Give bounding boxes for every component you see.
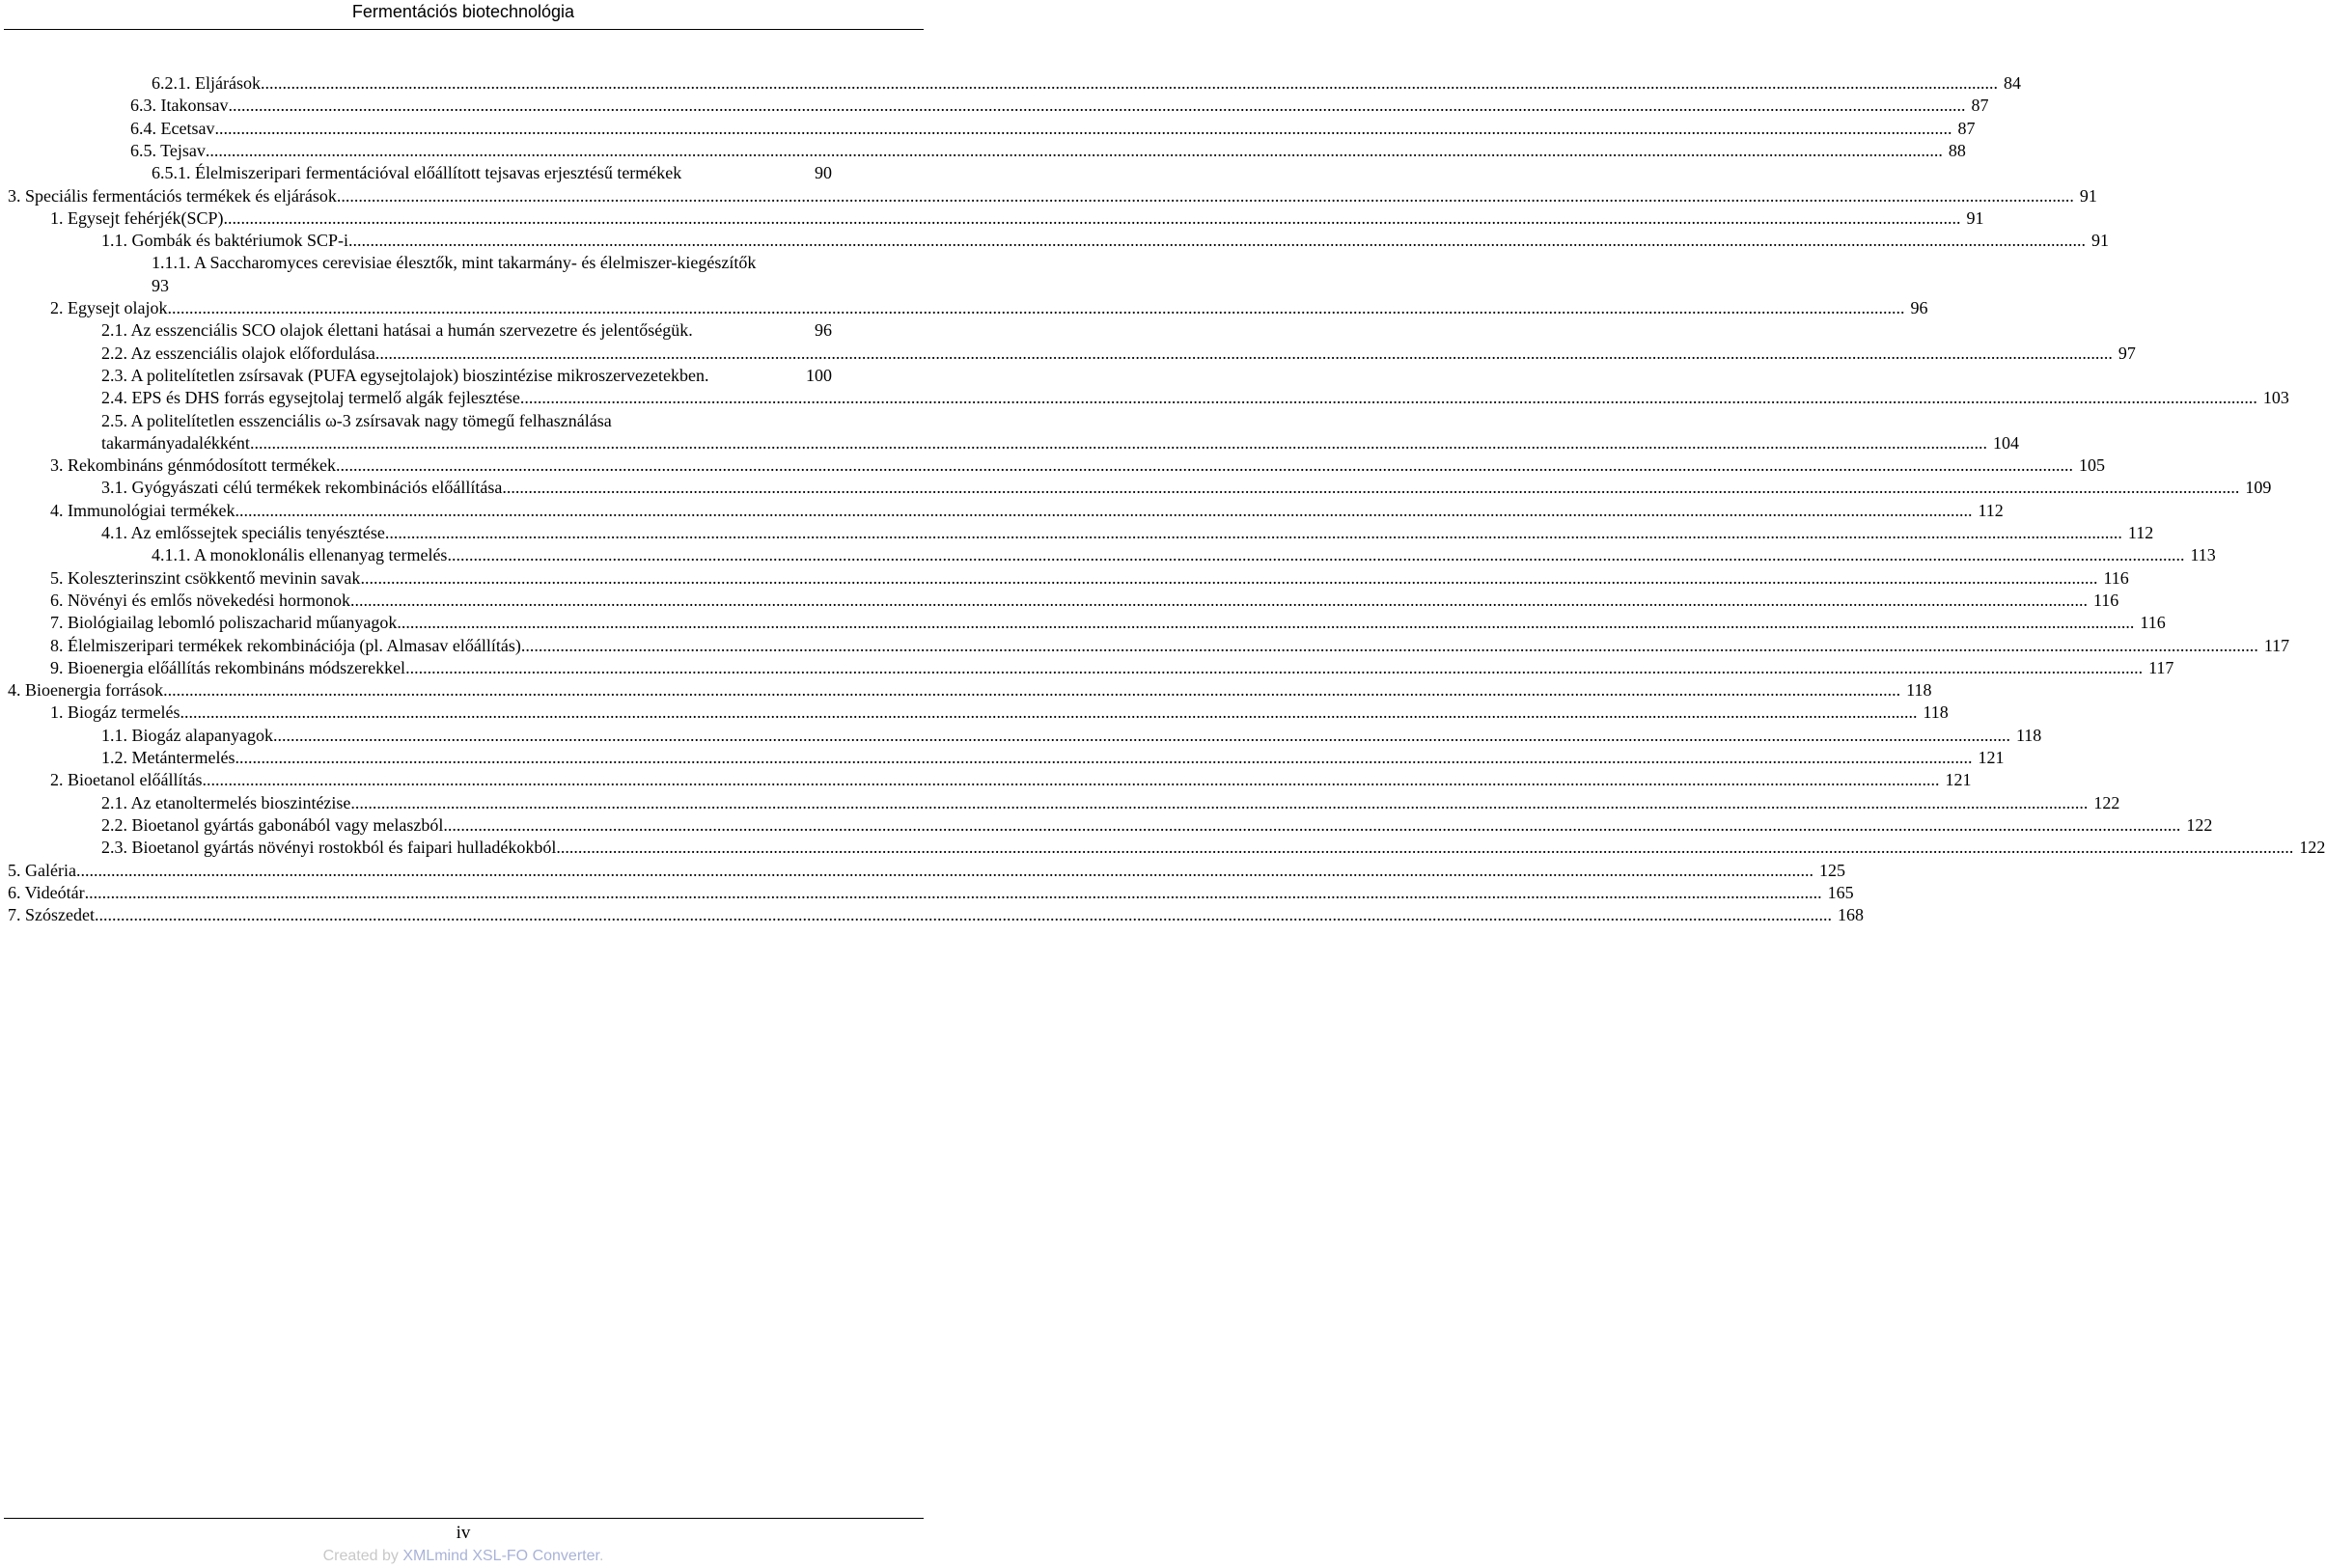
toc-entry[interactable] [0, 768, 1972, 791]
creator-brand: XMLmind XSL-FO Converter [402, 1548, 599, 1564]
page-number: iv [456, 1523, 471, 1543]
toc-entry-title: 2.2. Az esszenciális olajok előfordulása [101, 343, 375, 363]
toc-entry-title: 1.1. Gombák és baktériumok SCP-i [101, 231, 348, 251]
toc-entry[interactable] [0, 476, 2272, 499]
toc-entry[interactable] [0, 566, 2129, 590]
toc-leader-dots: ................................................................................................................................................................................................................................................................................................................................................................................................................ [397, 613, 2135, 633]
toc-entry[interactable] [0, 229, 2109, 252]
toc-leader-dots: ................................................................................................................................................................................................................................................................................................................................................................................................................ [447, 545, 2185, 565]
toc-entry-page: 116 [2092, 590, 2119, 610]
toc-entry-page: 116 [2103, 567, 2129, 588]
toc-leader-dots: ................................................................................................................................................................................................................................................................................................................................................................................................................ [249, 432, 1987, 453]
toc-entry-title-continued: takarmányadalékként [101, 432, 250, 453]
toc-entry-title: 6. Videótár [8, 882, 85, 902]
toc-entry-page: 109 [2245, 478, 2272, 498]
toc-leader-dots: ................................................................................................................................................................................................................................................................................................................................................................................................................ [260, 73, 1998, 93]
toc-entry-title: 8. Élelmiszeripari termékek rekombinációja (pl. Almasav előállítás) [50, 635, 521, 655]
toc-entry[interactable] [0, 611, 2166, 634]
creator-credit [0, 1547, 927, 1566]
toc-leader-dots: ................................................................................................................................................................................................................................................................................................................................................................................................................ [180, 702, 1918, 723]
toc-entry-title: 6.5. Tejsav [130, 140, 206, 160]
toc-leader-dots: ................................................................................................................................................................................................................................................................................................................................................................................................................ [336, 185, 2074, 206]
toc-leader-dots: ................................................................................................................................................................................................................................................................................................................................................................................................................ [335, 455, 2073, 476]
toc-entry-title: 6. Növényi és emlős növekedési hormonok [50, 590, 350, 610]
header-title: Fermentációs biotechnológia [351, 2, 575, 21]
toc-entry-title: 2.2. Bioetanol gyártás gabonából vagy melaszból [101, 814, 444, 835]
toc-entry-page: 91 [1966, 207, 1984, 228]
toc-leader-dots: ................................................................................................................................................................................................................................................................................................................................................................................................................ [167, 298, 1905, 317]
toc-entry-title: 9. Bioenergia előállítás rekombináns módszerekkel [50, 657, 406, 677]
toc-entry-page: 103 [2262, 388, 2289, 408]
toc-entry[interactable] [0, 386, 2289, 409]
toc-entry[interactable] [0, 206, 1984, 230]
toc-entry-title: 4. Bioenergia források [8, 680, 164, 701]
toc-entry[interactable] [0, 251, 927, 274]
toc-entry-page: 168 [1837, 905, 1864, 925]
toc-entry-title: 3.1. Gyógyászati célú termékek rekombinációs előállítása [101, 478, 503, 498]
toc-entry-title: 2.1. Az etanoltermelés bioszintézise [101, 792, 351, 812]
toc-entry-title: 2.3. Bioetanol gyártás növényi rostokból és faipari hulladékokból [101, 838, 557, 858]
toc-entry[interactable] [0, 543, 2216, 566]
toc-leader-dots: ................................................................................................................................................................................................................................................................................................................................................................................................................ [520, 635, 2258, 655]
toc-entry-page: 117 [2263, 635, 2290, 655]
toc-leader-dots: ................................................................................................................................................................................................................................................................................................................................................................................................................ [94, 905, 1832, 925]
toc-entry-page: 100 [806, 365, 832, 385]
toc-entry-page: 112 [2127, 523, 2154, 542]
toc-entry-title: 3. Rekombináns génmódosított termékek [50, 455, 336, 476]
toc-entry[interactable] [0, 589, 2119, 612]
toc-entry[interactable] [0, 678, 1932, 701]
toc-entry[interactable] [0, 656, 2174, 679]
toc-entry-page: 88 [1948, 140, 1966, 160]
toc-entry[interactable] [0, 836, 2325, 859]
toc-entry-page: 117 [2148, 657, 2174, 677]
toc-entry-title: 2.4. EPS és DHS forrás egysejtolaj termelő algák fejlesztése [101, 388, 520, 408]
toc-leader-dots: ................................................................................................................................................................................................................................................................................................................................................................................................................ [235, 748, 1973, 767]
toc-entry[interactable] [0, 117, 1976, 140]
toc-leader-dots: ................................................................................................................................................................................................................................................................................................................................................................................................................ [349, 590, 2088, 610]
toc-entry-title: 6.2.1. Eljárások [152, 73, 261, 93]
toc-entry-page: 97 [2117, 343, 2136, 363]
toc-entry-page: 96 [1910, 298, 1928, 317]
toc-entry-page: 96 [815, 320, 832, 341]
toc-leader-dots: ................................................................................................................................................................................................................................................................................................................................................................................................................ [214, 118, 1952, 138]
toc-entry-page: 105 [2078, 455, 2105, 476]
toc-entry[interactable] [0, 184, 2097, 207]
toc-leader-dots: ................................................................................................................................................................................................................................................................................................................................................................................................................ [347, 231, 2086, 251]
page-header [0, 0, 927, 23]
toc-entry-page: 118 [2015, 725, 2042, 745]
toc-entry-title: 5. Galéria [8, 860, 76, 880]
toc-leader-dots: ................................................................................................................................................................................................................................................................................................................................................................................................................ [360, 567, 2098, 588]
toc-leader-dots: ................................................................................................................................................................................................................................................................................................................................................................................................................ [374, 343, 2113, 363]
toc-entry-title: 1. Biogáz termelés [50, 702, 180, 723]
toc-entry-title: 4.1. Az emlőssejtek speciális tenyésztése [101, 523, 385, 542]
toc-entry-page: 84 [2003, 73, 2021, 93]
creator-prefix: Created by [322, 1548, 403, 1564]
toc-entry[interactable] [0, 364, 927, 387]
toc-entry-page: 122 [2299, 838, 2325, 858]
toc-entry-title: 1.2. Metántermelés [101, 748, 235, 767]
toc-leader-dots: ................................................................................................................................................................................................................................................................................................................................................................................................................ [556, 838, 2294, 858]
toc-entry-title: 1. Egysejt fehérjék(SCP) [50, 207, 224, 228]
toc-entry[interactable] [0, 724, 2042, 747]
toc-entry[interactable] [0, 521, 2154, 544]
toc-entry-title: 1.1.1. A Saccharomyces cerevisiae élesztők, mint takarmány- és élelmiszer-kiegészítők [152, 253, 757, 273]
toc-entry[interactable] [0, 161, 927, 184]
toc-entry-page: 122 [2093, 792, 2120, 812]
toc-leader-dots: ................................................................................................................................................................................................................................................................................................................................................................................................................ [84, 882, 1822, 902]
toc-entry-page: 125 [1818, 860, 1845, 880]
toc-entry[interactable] [0, 318, 927, 342]
toc-entry-title: 6.4. Ecetsav [130, 118, 215, 138]
toc-leader-dots: ................................................................................................................................................................................................................................................................................................................................................................................................................ [202, 770, 1940, 790]
toc-entry-page: 121 [1978, 748, 2005, 767]
toc-entry[interactable] [0, 94, 1989, 117]
toc-entry-page: 165 [1827, 882, 1854, 902]
toc-entry[interactable] [0, 296, 1928, 319]
toc-entry[interactable] [0, 746, 2005, 769]
header-divider [4, 29, 924, 30]
toc-leader-dots: ................................................................................................................................................................................................................................................................................................................................................................................................................ [350, 792, 2089, 812]
toc-entry[interactable] [0, 813, 2213, 837]
toc-entry-page: 93 [152, 275, 169, 295]
toc-entry[interactable] [0, 791, 2120, 814]
toc-leader-dots: ................................................................................................................................................................................................................................................................................................................................................................................................................ [519, 388, 2257, 408]
toc-entry-page: 91 [2090, 231, 2109, 251]
toc-entry[interactable] [0, 903, 1864, 926]
toc-entry-title: 7. Biológiailag lebomló poliszacharid műanyagok [50, 613, 398, 633]
toc-entry-page: 121 [1945, 770, 1972, 790]
toc-entry-title: 2.3. A politelítetlen zsírsavak (PUFA egysejtolajok) bioszintézise mikroszervezetekben. [101, 365, 709, 385]
toc-entry-page: 118 [1923, 702, 1949, 723]
toc-entry-page: 113 [2190, 545, 2216, 565]
toc-entry-title: 6.5.1. Élelmiszeripari fermentációval előállított tejsavas erjesztésű termékek [152, 163, 682, 183]
toc-leader-dots: ................................................................................................................................................................................................................................................................................................................................................................................................................ [205, 140, 1943, 160]
toc-leader-dots: ................................................................................................................................................................................................................................................................................................................................................................................................................ [502, 478, 2240, 498]
toc-entry-page: 87 [1971, 96, 1989, 116]
toc-entry-title: 7. Szószedet [8, 905, 95, 925]
toc-leader-dots: ................................................................................................................................................................................................................................................................................................................................................................................................................ [405, 657, 2144, 677]
toc-entry-title: 4.1.1. A monoklonális ellenanyag termelés [152, 545, 448, 565]
toc-entry[interactable] [0, 342, 2136, 365]
toc-entry-title: 5. Koleszterinszint csökkentő mevinin savak [50, 567, 361, 588]
toc-entry-page: 104 [1992, 432, 2019, 453]
footer-divider [4, 1518, 924, 1519]
toc-leader-dots: ................................................................................................................................................................................................................................................................................................................................................................................................................ [75, 860, 1813, 880]
toc-entry-title: 4. Immunológiai termékek [50, 500, 235, 520]
toc-leader-dots: ................................................................................................................................................................................................................................................................................................................................................................................................................ [443, 814, 2181, 835]
toc-entry-title: 2. Egysejt olajok [50, 298, 168, 317]
toc-leader-dots: ................................................................................................................................................................................................................................................................................................................................................................................................................ [384, 523, 2122, 542]
toc-entry-page: 118 [1906, 680, 1932, 701]
toc-entry-title: 6.3. Itakonsav [130, 96, 229, 116]
toc-entry-page: 122 [2186, 814, 2213, 835]
toc-leader-dots: ................................................................................................................................................................................................................................................................................................................................................................................................................ [228, 96, 1966, 116]
toc-entry-page: 112 [1978, 500, 2004, 520]
toc-entry-page: 91 [2079, 185, 2097, 206]
toc-entry-title: 2.1. Az esszenciális SCO olajok élettani hatásai a humán szervezetre és jelentőségük. [101, 320, 693, 341]
toc-entry[interactable] [0, 409, 927, 432]
toc-entry-title: 2.5. A politelítetlen esszenciális ω-3 zsírsavak nagy tömegű felhasználása [101, 410, 612, 430]
toc-leader-dots: ................................................................................................................................................................................................................................................................................................................................................................................................................ [223, 207, 1961, 228]
creator-suffix: . [598, 1548, 604, 1564]
toc-entry[interactable] [0, 499, 2004, 522]
toc-entry-title: 3. Speciális fermentációs termékek és eljárások [8, 185, 337, 206]
toc-entry[interactable] [0, 634, 2290, 657]
toc-entry[interactable] [0, 881, 1854, 904]
toc-entry-title: 2. Bioetanol előállítás [50, 770, 203, 790]
toc-entry[interactable] [0, 139, 1966, 162]
toc-entry-page: 116 [2140, 613, 2166, 633]
toc-entry-page: 87 [1957, 118, 1976, 138]
toc-entry[interactable] [0, 859, 1845, 882]
toc-entry[interactable] [0, 71, 2021, 95]
toc-leader-dots: ................................................................................................................................................................................................................................................................................................................................................................................................................ [272, 725, 2010, 745]
toc-entry[interactable] [0, 701, 1949, 724]
toc-entry-title: 1.1. Biogáz alapanyagok [101, 725, 273, 745]
toc-entry-continuation[interactable] [0, 431, 2019, 454]
toc-leader-dots: ................................................................................................................................................................................................................................................................................................................................................................................................................ [163, 680, 1901, 701]
toc-entry[interactable] [0, 454, 2105, 477]
toc-entry-page: 90 [815, 163, 832, 183]
toc-leader-dots: ................................................................................................................................................................................................................................................................................................................................................................................................................ [235, 500, 1973, 520]
